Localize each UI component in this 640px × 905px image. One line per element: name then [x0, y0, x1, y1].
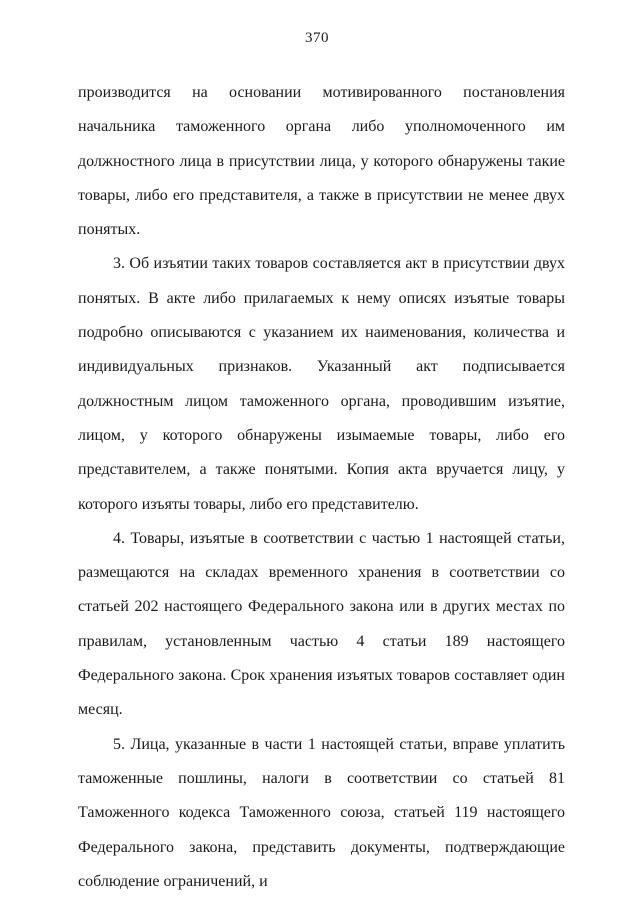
paragraph-continuation: производится на основании мотивированного постановления начальника таможенного органа либо уполномоченного им должностного лица в присутствии лица, у которого обнаружены такие товары, либо его представителя, а также в присутствии не менее двух понятых. [78, 84, 565, 239]
document-body-text [78, 76, 565, 899]
paragraph-item-4: 4. Товары, изъятые в соответствии с частью 1 настоящей статьи, размещаются на складах временного хранения в соответствии со статьей 202 настоящего Федерального закона или в других местах по правилам, установленным частью 4 статьи 189 настоящего Федерального закона. Срок хранения изъятых товаров составляет один месяц. [78, 529, 565, 719]
paragraph-item-3: 3. Об изъятии таких товаров составляется акт в присутствии двух понятых. В акте либо прилагаемых к нему описях изъятые товары подробно описываются с указанием их наименования, количества и индивидуальных признаков. Указанный акт подписывается должностным лицом таможенного органа, проводившим изъятие, лицом, у которого обнаружены изымаемые товары, либо его представителем, а также понятыми. Копия акта вручается лицу, у которого изъяты товары, либо его представителю. [78, 255, 565, 513]
paragraph-item-5: 5. Лица, указанные в части 1 настоящей статьи, вправе уплатить таможенные пошлины, налоги в соответствии со статьей 81 Таможенного кодекса Таможенного союза, статьей 119 настоящего Федерального закона, представить документы, подтверждающие соблюдение ограничений, и [78, 735, 565, 890]
page-number: 370 [305, 30, 329, 46]
